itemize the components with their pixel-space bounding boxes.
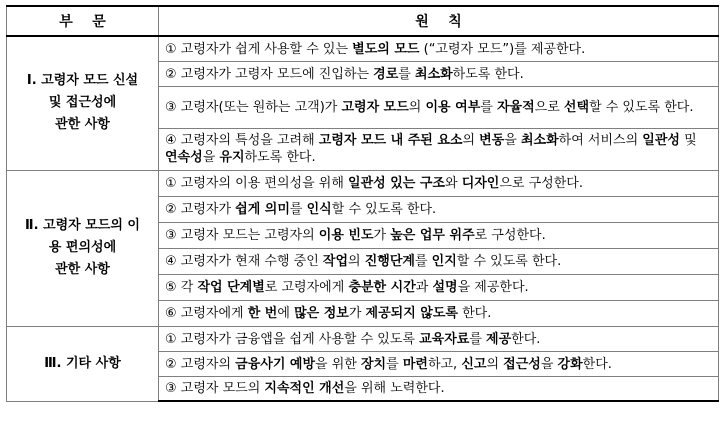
principle-text: 을 (540, 356, 558, 372)
principle-text: ④ 고령자가 현재 수행 중인 (165, 254, 323, 269)
principle-text: 한다. (582, 356, 612, 372)
emphasis-text: 고령자 모드 (341, 99, 409, 115)
principle-text: 를 (398, 66, 415, 82)
principle-text: 를 (386, 356, 403, 372)
principle-text: 의 (408, 99, 426, 115)
emphasis-text: 이용 여부 (425, 99, 481, 115)
principle-item (159, 274, 719, 300)
emphasis-text: 별도의 모드 (352, 41, 420, 57)
emphasis-text: 교육자료 (419, 331, 470, 347)
emphasis-text: 디자인 (461, 176, 500, 191)
principle-text: ② 고령자의 (165, 356, 236, 372)
principle-text: 을 위한 (315, 356, 361, 372)
header-principle: 원 칙 (159, 6, 719, 36)
emphasis-text: 일관성 있는 구조 (348, 176, 445, 191)
emphasis-text: 강화 (557, 356, 583, 372)
principle-text: 할 수 있도록 한다. (589, 99, 694, 115)
emphasis-text: 진행단계 (364, 254, 415, 269)
principle-text: 으로 구성한다. (499, 176, 583, 191)
principle-text: 하여 서비스의 (558, 133, 643, 148)
principle-item (159, 86, 719, 128)
principle-item (159, 36, 719, 61)
principle-item (159, 128, 719, 170)
principle-text: 한다. (457, 306, 492, 321)
principle-item (159, 196, 719, 222)
principle-text: 와 (444, 176, 462, 191)
emphasis-text: 경로 (373, 66, 399, 82)
principle-item (159, 326, 719, 351)
principle-text: 을 위해 노력한다. (344, 381, 445, 397)
header-section: 부 문 (7, 6, 159, 36)
emphasis-text: 제공 (486, 331, 512, 347)
emphasis-text: 작업 (322, 254, 349, 269)
emphasis-text: 금융사기 예방 (235, 356, 316, 372)
principle-text: ⑤ 각 (165, 280, 198, 295)
principles-table (6, 5, 719, 402)
emphasis-text: 고령자 모드 내 주된 요소 (318, 133, 463, 148)
emphasis-text: 제공되지 않도록 (365, 306, 458, 321)
emphasis-text: 높은 업무 위주 (390, 228, 475, 243)
emphasis-text: 마련 (402, 356, 428, 372)
emphasis-text: 인지 (431, 254, 457, 269)
section-3-title: Ⅲ. 기타 사항 (7, 326, 159, 401)
emphasis-text: 장치 (360, 356, 387, 372)
principle-text: ② 고령자가 고령자 모드에 진입하는 (165, 66, 374, 82)
emphasis-text: 연속성 (165, 150, 203, 165)
emphasis-text: 충분한 시간 (348, 280, 416, 295)
principle-text: 한다. (511, 331, 541, 347)
emphasis-text: 선택 (563, 99, 590, 115)
emphasis-text: 접근성 (503, 356, 541, 372)
principle-item (159, 351, 719, 376)
principle-item (159, 376, 719, 401)
principle-text: ③ 고령자(또는 원하는 고객)가 (165, 99, 342, 115)
principle-text: 의 (348, 254, 365, 269)
principle-text: 을 (504, 133, 521, 148)
principle-text: ① 고령자의 이용 편의성을 위해 (165, 176, 349, 191)
emphasis-text: 작업 단계별 (197, 280, 265, 295)
emphasis-text: 유지 (219, 150, 245, 165)
emphasis-text: 설명 (432, 280, 458, 295)
emphasis-text: 최소화 (414, 66, 453, 82)
principle-text: ① 고령자가 쉽게 사용할 수 있는 (165, 41, 353, 57)
principle-text: 으로 (534, 99, 564, 115)
emphasis-text: 한 번 (247, 306, 278, 321)
principle-text: ④ 고령자의 특성을 고려해 (165, 133, 319, 148)
emphasis-text: 변동 (479, 133, 505, 148)
principle-text: 를 (289, 202, 307, 217)
principle-item (159, 61, 719, 86)
principle-text: ② 고령자가 (165, 202, 236, 217)
principle-text: 할 수 있도록 한다. (331, 202, 437, 217)
emphasis-text: 자율적 (496, 99, 535, 115)
principle-text: 을 제공한다. (457, 280, 529, 295)
principle-text: 하도록 한다. (244, 150, 316, 165)
principle-text: 할 수 있도록 한다. (456, 254, 562, 269)
principle-text: 의 (486, 356, 504, 372)
principle-item (159, 222, 719, 248)
principle-text: ⑥ 고령자에게 (165, 306, 248, 321)
principle-text: 과 (415, 280, 433, 295)
principle-item (159, 170, 719, 196)
principle-text: (“고령자 모드”)를 제공한다. (419, 41, 586, 57)
principle-text: 로 구성한다. (474, 228, 546, 243)
principle-text: 에 (277, 306, 295, 321)
section-2-title: Ⅱ. 고령자 모드의 이 용 편의성에 관한 사항 (7, 170, 159, 326)
principle-text: ③ 고령자 모드는 고령자의 (165, 228, 319, 243)
emphasis-text: 많은 정보 (294, 306, 349, 321)
principle-item (159, 248, 719, 274)
principle-item (159, 300, 719, 326)
principle-text: 로 고령자에게 (264, 280, 349, 295)
principle-text: 가 (373, 228, 391, 243)
emphasis-text: 최소화 (520, 133, 559, 148)
principle-text: 의 (462, 133, 480, 148)
principle-text: 을 (202, 150, 220, 165)
principle-text: 가 (348, 306, 366, 321)
principle-text: ① 고령자가 금융앱을 쉽게 사용할 수 있도록 (165, 331, 420, 347)
principle-text: 하고, (427, 356, 462, 372)
section-1-title: Ⅰ. 고령자 모드 신설 및 접근성에 관한 사항 (7, 36, 159, 170)
principle-text: 를 (469, 331, 487, 347)
header-row (7, 6, 719, 36)
emphasis-text: 신고 (461, 356, 487, 372)
principle-text: ③ 고령자 모드의 (165, 381, 265, 397)
emphasis-text: 일관성 (642, 133, 680, 148)
emphasis-text: 인식 (306, 202, 332, 217)
principle-text: 를 (480, 99, 497, 115)
emphasis-text: 쉽게 의미 (235, 202, 290, 217)
emphasis-text: 지속적인 개선 (264, 381, 345, 397)
emphasis-text: 이용 빈도 (318, 228, 374, 243)
principle-text: 하도록 한다. (452, 66, 524, 82)
principle-text: 를 (414, 254, 432, 269)
principle-text: 및 (679, 133, 697, 148)
